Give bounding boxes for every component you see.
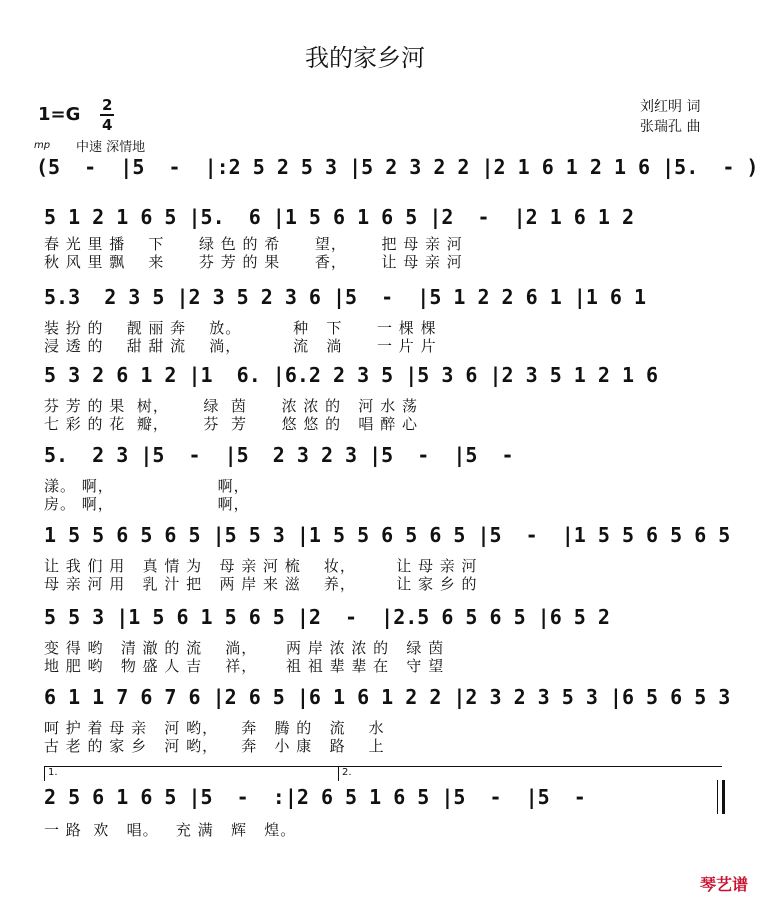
lyrics-row-7-verse-1: 变 得 哟 清 澈 的 流 淌， 两 岸 浓 浓 的 绿 茵: [44, 639, 445, 657]
lyrics-row-3-verse-1: 装 扮 的 靓 丽 奔 放。 种 下 一 棵 棵: [44, 319, 437, 337]
notation-row-1: (5 - |5 - |:2 5 2 5 3 |5 2 3 2 2 |2 1 6 1 2 1 6 |5. - ): [36, 155, 759, 179]
composer: 张瑞孔 曲: [640, 119, 701, 135]
notation-row-8: 6 1 1 7 6 7 6 |2 6 5 |6 1 6 1 2 2 |2 3 2 3 5 3 |6 5 6 5 3: [44, 685, 731, 709]
dynamic-marking: mp: [34, 140, 51, 151]
volta-bracket-2: 2.: [338, 766, 722, 781]
notation-row-7: 5 5 3 |1 5 6 1 5 6 5 |2 - |2.5 6 5 6 5 |6 5 2: [44, 605, 610, 629]
lyricist: 刘红明 词: [640, 99, 701, 115]
lyrics-row-2-verse-1: 春 光 里 播 下 绿 色 的 希 望， 把 母 亲 河: [44, 235, 463, 253]
notation-row-4: 5 3 2 6 1 2 |1 6. |6.2 2 3 5 |5 3 6 |2 3 5 1 2 1 6: [44, 363, 659, 387]
volta-bracket-1: 1.: [44, 766, 338, 781]
notation-row-9: 2 5 6 1 6 5 |5 - :|2 6 5 1 6 5 |5 - |5 -: [44, 785, 586, 809]
notation-row-3: 5.3 2 3 5 |2 3 5 2 3 6 |5 - |5 1 2 2 6 1 |1 6 1: [44, 285, 647, 309]
lyrics-row-5-verse-1: 漾。 啊， 啊，: [44, 477, 250, 495]
lyrics-row-4-verse-2: 七 彩 的 花 瓣， 芬 芳 悠 悠 的 唱 醉 心: [44, 415, 418, 433]
lyrics-row-6-verse-2: 母 亲 河 用 乳 汁 把 两 岸 来 滋 养， 让 家 乡 的: [44, 575, 478, 593]
final-barline-thick: [722, 780, 725, 814]
final-barline-thin: [717, 780, 718, 814]
notation-row-6: 1 5 5 6 5 6 5 |5 5 3 |1 5 5 6 5 6 5 |5 - |1 5 5 6 5 6 5: [44, 523, 731, 547]
lyrics-row-2-verse-2: 秋 风 里 飘 来 芬 芳 的 果 香， 让 母 亲 河: [44, 253, 463, 271]
lyrics-row-9: 一 路 欢 唱。 充 满 辉 煌。: [44, 821, 297, 839]
lyrics-row-3-verse-2: 浸 透 的 甜 甜 流 淌， 流 淌 一 片 片: [44, 337, 437, 355]
key-signature: 1=G: [38, 104, 81, 125]
notation-row-2: 5 1 2 1 6 5 |5. 6 |1 5 6 1 6 5 |2 - |2 1 6 1 2: [44, 205, 635, 229]
watermark-logo: 琴艺谱: [699, 875, 748, 894]
notation-row-5: 5. 2 3 |5 - |5 2 3 2 3 |5 - |5 -: [44, 443, 514, 467]
song-title: 我的家乡河: [305, 44, 425, 72]
time-signature-top: 2: [102, 96, 113, 114]
time-signature-bottom: 4: [102, 116, 113, 134]
lyrics-row-4-verse-1: 芬 芳 的 果 树， 绿 茵 浓 浓 的 河 水 荡: [44, 397, 418, 415]
lyrics-row-7-verse-2: 地 肥 哟 物 盛 人 吉 祥， 祖 祖 辈 辈 在 守 望: [44, 657, 445, 675]
lyrics-row-8-verse-2: 古 老 的 家 乡 河 哟， 奔 小 康 路 上: [44, 737, 385, 755]
tempo-marking: 中速 深情地: [76, 140, 146, 155]
lyrics-row-5-verse-2: 房。 啊， 啊，: [44, 495, 250, 513]
lyrics-row-6-verse-1: 让 我 们 用 真 情 为 母 亲 河 梳 妆， 让 母 亲 河: [44, 557, 478, 575]
lyrics-row-8-verse-1: 呵 护 着 母 亲 河 哟， 奔 腾 的 流 水: [44, 719, 385, 737]
